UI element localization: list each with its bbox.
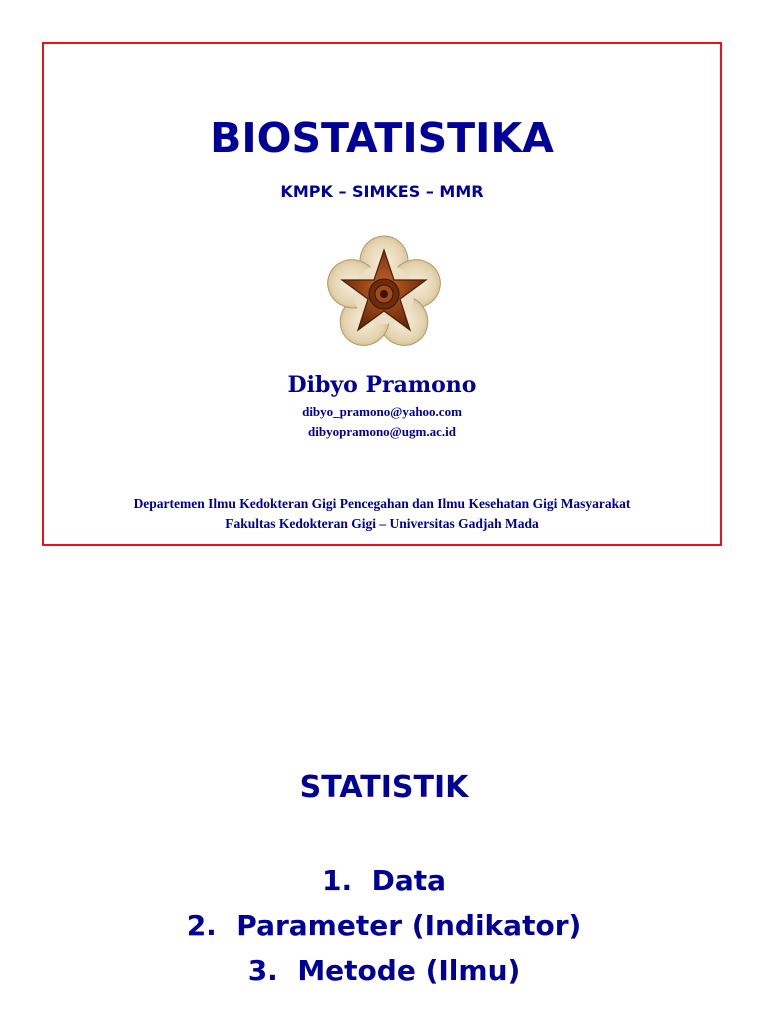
emblem-graphic — [324, 234, 444, 354]
slide-subtitle: KMPK – SIMKES – MMR — [280, 182, 484, 201]
department-name: Departemen Ilmu Kedokteran Gigi Pencegahan dan Ilmu Kesehatan Gigi Masyarakat — [133, 496, 631, 511]
section-title: STATISTIK — [299, 770, 469, 805]
author-email: dibyopramono@ugm.ac.id — [308, 424, 456, 439]
list-item: 3. Metode (Ilmu) — [247, 954, 521, 987]
list-item: 1. Data — [321, 864, 447, 897]
title-slide — [42, 42, 722, 546]
faculty-name: Fakultas Kedokteran Gigi – Universitas Gadjah Mada — [225, 516, 539, 531]
slide-title: BIOSTATISTIKA — [210, 114, 554, 162]
author-name: Dibyo Pramono — [287, 372, 477, 398]
author-email: dibyo_pramono@yahoo.com — [302, 404, 462, 419]
university-emblem-icon — [324, 234, 444, 354]
list-item: 2. Parameter (Indikator) — [186, 909, 582, 942]
